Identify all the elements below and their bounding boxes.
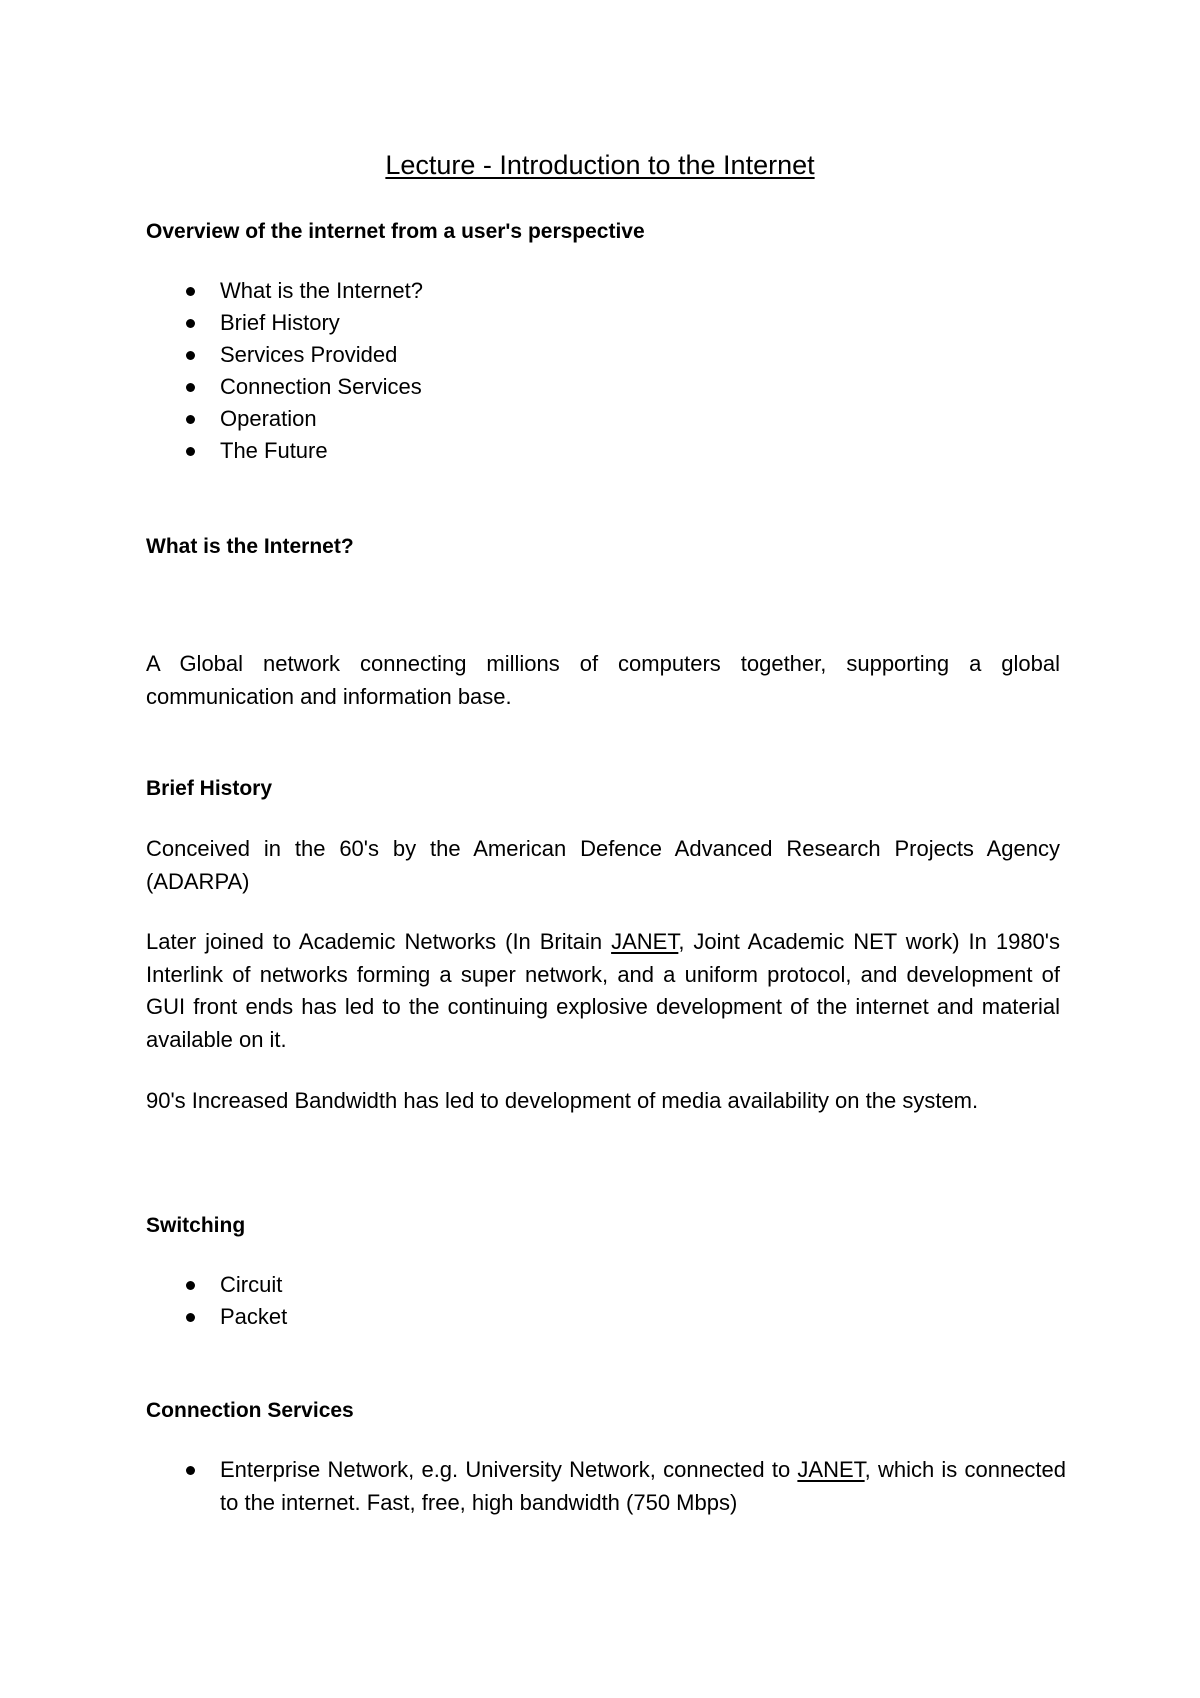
section-heading-connection: Connection Services	[146, 1399, 354, 1422]
page-title: Lecture - Introduction to the Internet	[385, 150, 815, 180]
list-item: The Future	[186, 435, 423, 467]
bullet-icon	[186, 415, 195, 424]
list-item: Packet	[186, 1301, 287, 1333]
bullet-icon	[186, 447, 195, 456]
list-item: Circuit	[186, 1269, 287, 1301]
janet-link[interactable]: JANET	[611, 929, 679, 954]
history-paragraph-1: Conceived in the 60's by the American Defence Advanced Research Projects Agency (ADARPA)	[146, 836, 1060, 894]
janet-link[interactable]: JANET	[797, 1457, 865, 1482]
list-item: What is the Internet?	[186, 275, 423, 307]
section-heading-switching: Switching	[146, 1214, 246, 1237]
connection-item-text: Enterprise Network, e.g. University Network, connected to JANET, which is connected to the internet. Fast, free, high bandwidth (750 Mbps)	[220, 1457, 1067, 1515]
bullet-icon	[186, 1466, 195, 1475]
connection-list-item	[186, 1454, 1066, 1519]
bullet-icon	[186, 287, 195, 296]
switching-list	[186, 1269, 287, 1333]
history-paragraph-3: 90's Increased Bandwidth has led to development of media availability on the system.	[146, 1088, 979, 1113]
list-item: Services Provided	[186, 339, 423, 371]
list-item: Connection Services	[186, 371, 423, 403]
bullet-icon	[186, 1313, 195, 1322]
section-heading-history: Brief History	[146, 777, 273, 800]
overview-list	[186, 275, 423, 467]
section-heading-overview: Overview of the internet from a user's perspective	[146, 220, 645, 243]
what-is-paragraph: A Global network connecting millions of computers together, supporting a global communication and information base.	[146, 651, 1060, 709]
section-heading-what-is: What is the Internet?	[146, 535, 354, 558]
bullet-icon	[186, 351, 195, 360]
bullet-icon	[186, 1281, 195, 1290]
history-paragraph-2: Later joined to Academic Networks (In Britain JANET, Joint Academic NET work) In 1980's Interlink of networks forming a super network, and a uniform protocol, and development of GUI front ends has led to the continuing explosive development of the internet and material available on it.	[146, 929, 1060, 1052]
bullet-icon	[186, 383, 195, 392]
bullet-icon	[186, 319, 195, 328]
list-item: Operation	[186, 403, 423, 435]
list-item: Brief History	[186, 307, 423, 339]
